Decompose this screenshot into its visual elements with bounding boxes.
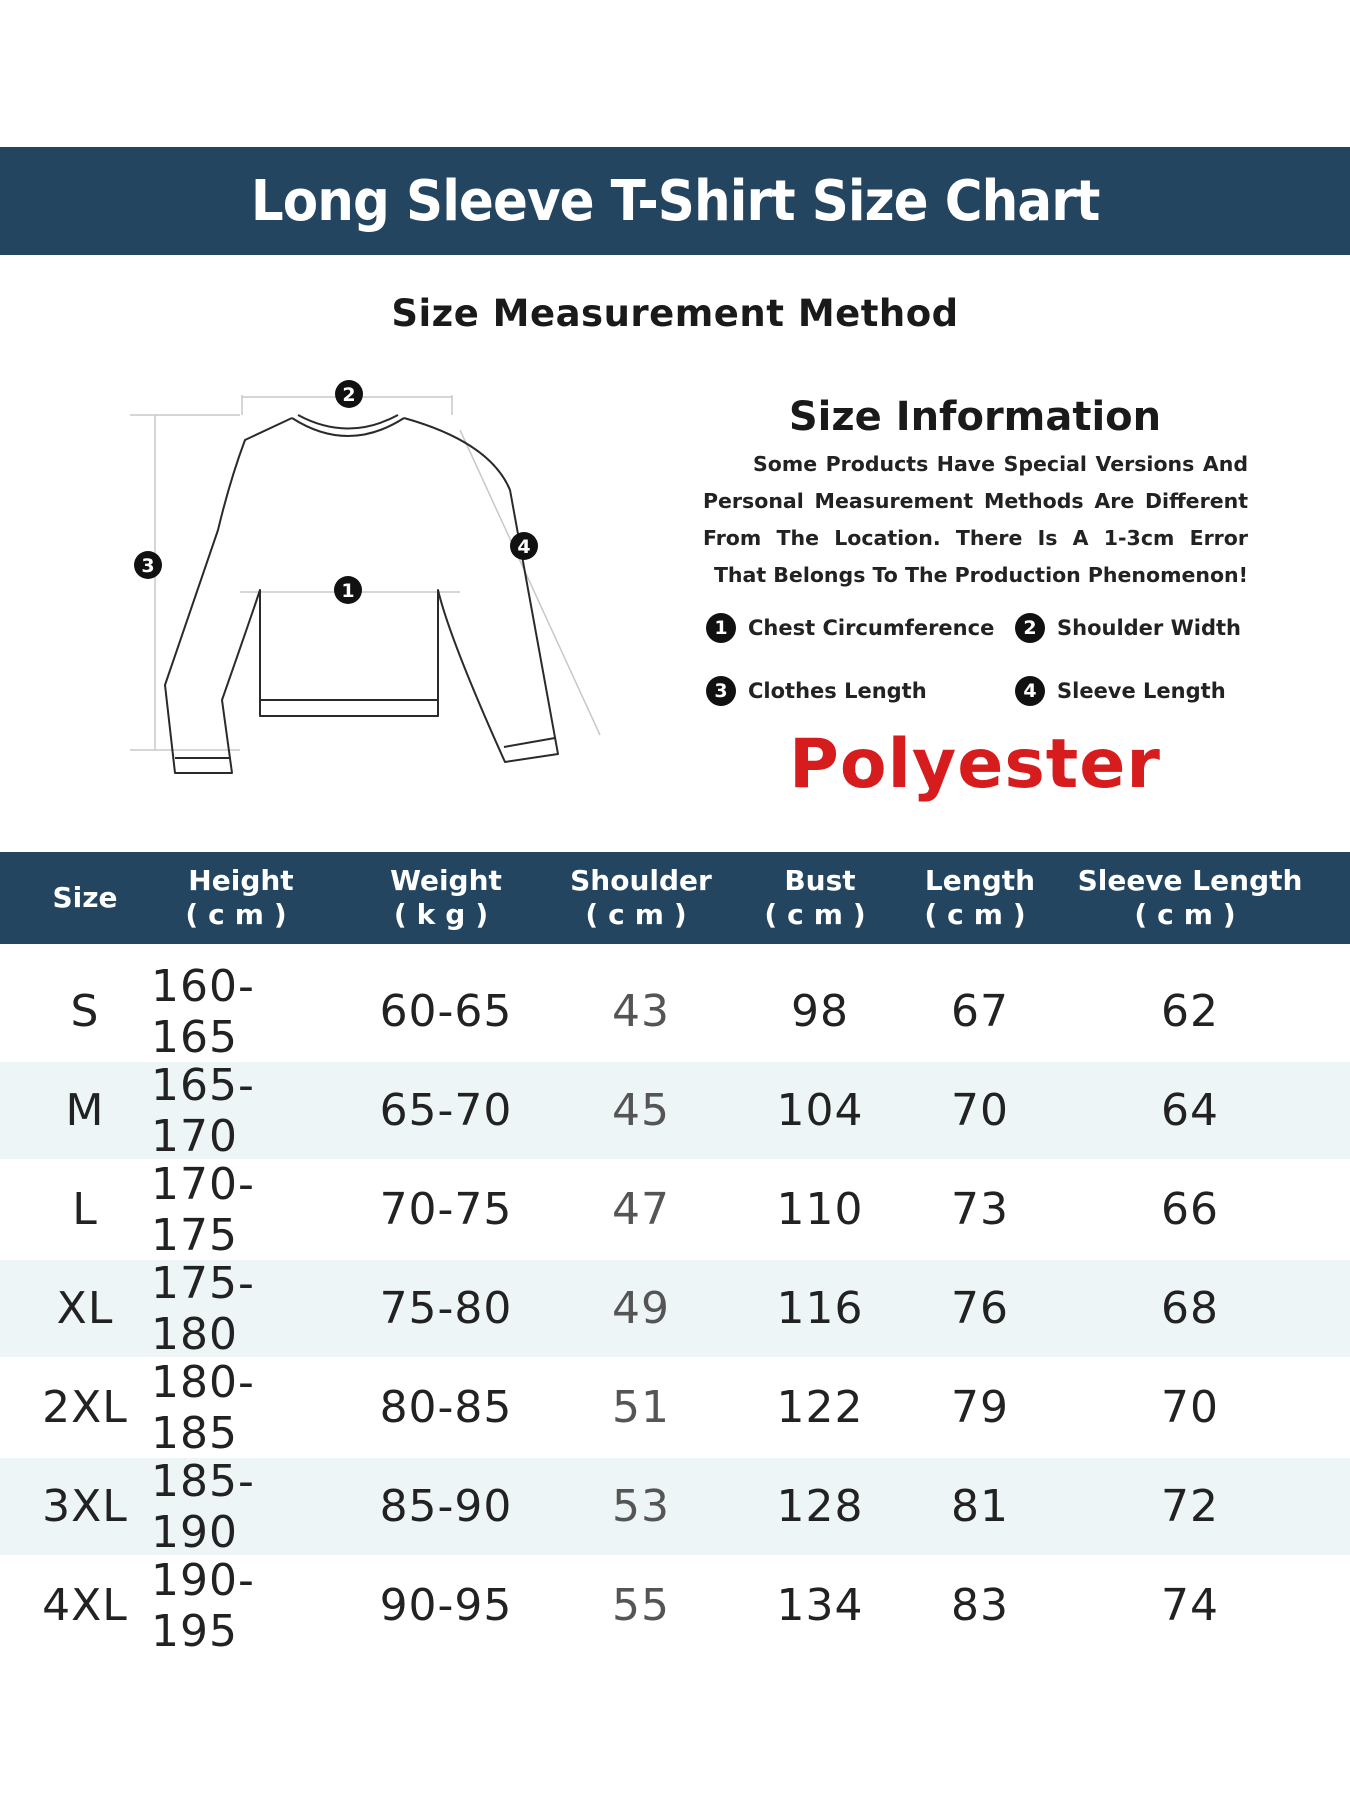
marker-2: 2 xyxy=(342,384,356,406)
marker-1: 1 xyxy=(341,580,355,602)
legend-sleeve-length xyxy=(1015,676,1226,706)
cell-weight: 90-95 xyxy=(379,1580,513,1631)
header-shoulder xyxy=(546,852,736,944)
cell-length: 79 xyxy=(951,1382,1009,1433)
cell-shoulder: 49 xyxy=(612,1283,670,1334)
marker-3: 3 xyxy=(141,555,155,577)
cell-bust: 116 xyxy=(776,1283,864,1334)
method-title: Size Measurement Method xyxy=(391,292,959,335)
cell-shoulder: 53 xyxy=(612,1481,670,1532)
cell-height: 175-180 xyxy=(151,1257,255,1360)
header-unit: (cm) xyxy=(185,898,297,931)
cell-size: 3XL xyxy=(42,1481,128,1532)
marker-4: 4 xyxy=(517,536,531,558)
header-unit: (cm) xyxy=(764,898,876,931)
cell-shoulder: 47 xyxy=(612,1184,670,1235)
legend-label: Sleeve Length xyxy=(1057,679,1226,703)
legend-clothes-length xyxy=(706,676,927,706)
header-bust xyxy=(740,852,900,944)
legend-number: 4 xyxy=(1015,676,1045,706)
header-label: Bust xyxy=(784,864,856,897)
cell-weight: 80-85 xyxy=(379,1382,513,1433)
cell-shoulder: 45 xyxy=(612,1085,670,1136)
cell-sleeve-length: 68 xyxy=(1161,1283,1219,1334)
cell-height: 160-165 xyxy=(151,960,255,1063)
diagram-markers xyxy=(134,380,538,604)
sleeve-length-guide xyxy=(460,430,600,735)
cell-length: 83 xyxy=(951,1580,1009,1631)
cell-length: 67 xyxy=(951,986,1009,1037)
size-info-text: Some Products Have Special Versions And Personal Measurement Methods Are Different From The Location. There Is A 1-3cm Error That Belongs To The Production Phenomenon! xyxy=(703,452,1248,587)
page-title: Long Sleeve T-Shirt Size Chart xyxy=(250,168,1100,234)
header-label: Sleeve Length xyxy=(1077,864,1303,897)
table-row xyxy=(0,1059,1350,1162)
header-unit: (cm) xyxy=(585,898,697,931)
legend-label: Shoulder Width xyxy=(1057,616,1241,640)
table-row xyxy=(0,1356,1350,1459)
cell-size: 2XL xyxy=(42,1382,128,1433)
cell-bust: 104 xyxy=(776,1085,864,1136)
cell-bust: 122 xyxy=(776,1382,864,1433)
cell-sleeve-length: 62 xyxy=(1161,986,1219,1037)
cell-height: 190-195 xyxy=(151,1554,255,1657)
header-length xyxy=(900,852,1060,944)
cell-size: M xyxy=(65,1085,105,1136)
cell-weight: 85-90 xyxy=(379,1481,513,1532)
header-unit: (cm) xyxy=(924,898,1036,931)
cell-shoulder: 55 xyxy=(612,1580,670,1631)
header-size xyxy=(20,852,150,944)
shirt-diagram xyxy=(120,370,620,790)
header-unit: (cm) xyxy=(1134,898,1246,931)
header-label: Shoulder xyxy=(570,864,712,897)
legend-number: 2 xyxy=(1015,613,1045,643)
cell-bust: 110 xyxy=(776,1184,864,1235)
cell-size: XL xyxy=(56,1283,114,1334)
table-row xyxy=(0,1257,1350,1360)
table-row xyxy=(0,1554,1350,1657)
cell-bust: 128 xyxy=(776,1481,864,1532)
cell-size: L xyxy=(72,1184,98,1235)
cell-sleeve-length: 70 xyxy=(1161,1382,1219,1433)
cell-height: 170-175 xyxy=(151,1158,255,1261)
cell-length: 81 xyxy=(951,1481,1009,1532)
legend-number: 1 xyxy=(706,613,736,643)
cell-weight: 65-70 xyxy=(379,1085,513,1136)
cell-weight: 75-80 xyxy=(379,1283,513,1334)
header-height xyxy=(151,852,331,944)
table-row xyxy=(0,1158,1350,1261)
cell-bust: 98 xyxy=(791,986,849,1037)
cell-sleeve-length: 66 xyxy=(1161,1184,1219,1235)
legend-label: Clothes Length xyxy=(748,679,927,703)
header-sleeve-length xyxy=(1060,852,1320,944)
cell-length: 73 xyxy=(951,1184,1009,1235)
cell-sleeve-length: 72 xyxy=(1161,1481,1219,1532)
legend-chest xyxy=(706,613,994,643)
shirt-outline xyxy=(165,415,558,773)
cell-length: 76 xyxy=(951,1283,1009,1334)
size-info-title: Size Information xyxy=(788,394,1162,440)
header-unit: (kg) xyxy=(393,898,499,931)
cell-shoulder: 43 xyxy=(612,986,670,1037)
header-label: Length xyxy=(924,864,1036,897)
cell-shoulder: 51 xyxy=(612,1382,670,1433)
cell-height: 165-170 xyxy=(151,1059,255,1162)
cell-height: 185-190 xyxy=(151,1455,255,1558)
table-header xyxy=(0,852,1350,944)
header-label: Height xyxy=(188,864,294,897)
table-row xyxy=(0,960,1350,1063)
cell-sleeve-length: 74 xyxy=(1161,1580,1219,1631)
title-banner xyxy=(0,147,1350,255)
table-row xyxy=(0,1455,1350,1558)
legend-shoulder xyxy=(1015,613,1241,643)
cell-weight: 70-75 xyxy=(379,1184,513,1235)
header-label: Weight xyxy=(390,864,502,897)
header-label: Size xyxy=(52,881,118,914)
cell-sleeve-length: 64 xyxy=(1161,1085,1219,1136)
header-weight xyxy=(351,852,541,944)
cell-weight: 60-65 xyxy=(379,986,513,1037)
legend-label: Chest Circumference xyxy=(748,616,995,640)
legend-number: 3 xyxy=(706,676,736,706)
cell-height: 180-185 xyxy=(151,1356,255,1459)
cell-bust: 134 xyxy=(776,1580,864,1631)
fabric-label: Polyester xyxy=(789,725,1161,804)
cell-length: 70 xyxy=(951,1085,1009,1136)
cell-size: S xyxy=(70,986,100,1037)
cell-size: 4XL xyxy=(42,1580,128,1631)
